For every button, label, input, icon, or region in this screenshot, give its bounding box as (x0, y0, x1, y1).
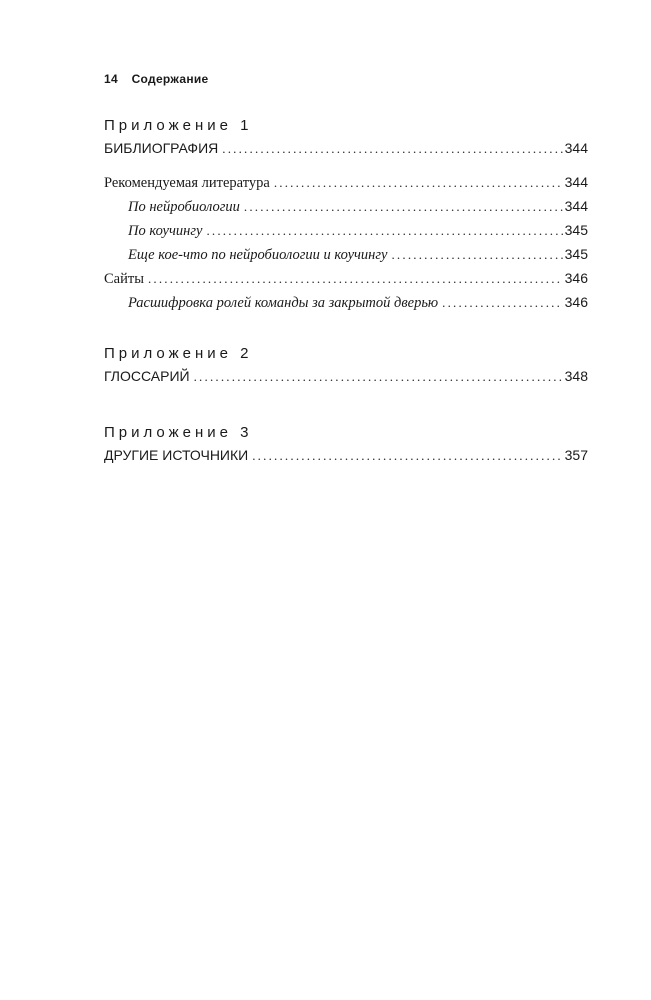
toc-entry-title: По нейробиологии (128, 199, 240, 215)
toc-entry-title: Еще кое-что по нейробиологии и коучингу (128, 247, 388, 263)
dot-leader (244, 195, 563, 219)
toc-entry-page: 344 (564, 198, 588, 214)
toc-entry-title: ГЛОССАРИЙ (104, 368, 190, 384)
table-of-contents (104, 116, 588, 467)
appendix-3 (104, 423, 588, 467)
dot-leader (148, 267, 563, 291)
appendix-2 (104, 344, 588, 388)
toc-entry-page: 345 (564, 222, 588, 238)
toc-entry-coaching[interactable] (104, 218, 588, 242)
dot-leader (442, 291, 563, 315)
toc-entry-more-neurobiology-coaching[interactable] (104, 242, 588, 266)
dot-leader (194, 365, 563, 389)
dot-leader (391, 243, 562, 267)
dot-leader (274, 171, 563, 195)
appendix-2-label: Приложение 2 (104, 345, 253, 362)
toc-entry-title: Сайты (104, 271, 144, 287)
toc-entry-neurobiology[interactable] (104, 194, 588, 218)
toc-entry-page: 344 (564, 140, 588, 156)
toc-entry-glossary[interactable] (104, 364, 588, 388)
toc-entry-page: 344 (564, 174, 588, 190)
appendix-3-label: Приложение 3 (104, 424, 253, 441)
toc-entry-title: Рекомендуемая литература (104, 175, 270, 191)
toc-entry-page: 357 (564, 447, 588, 463)
toc-entry-title: Расшифровка ролей команды за закрытой дверью (128, 295, 439, 311)
toc-entry-page: 346 (564, 270, 588, 286)
toc-entry-other-sources[interactable] (104, 443, 588, 467)
dot-leader (222, 137, 562, 161)
toc-entry-title: БИБЛИОГРАФИЯ (104, 140, 219, 156)
dot-leader (206, 219, 562, 243)
toc-entry-page: 345 (564, 246, 588, 262)
toc-entry-recommended-literature[interactable] (104, 170, 588, 194)
toc-entry-title: По коучингу (128, 223, 203, 239)
appendix-1 (104, 116, 588, 314)
toc-entry-team-roles-transcript[interactable] (104, 290, 588, 314)
toc-entry-bibliography[interactable] (104, 136, 588, 160)
running-head-title: Содержание (131, 72, 209, 86)
running-head (104, 72, 209, 86)
toc-entry-page: 348 (564, 368, 588, 384)
page-number: 14 (104, 72, 118, 86)
toc-entry-page: 346 (564, 294, 588, 310)
toc-entry-title: ДРУГИЕ ИСТОЧНИКИ (104, 447, 249, 463)
dot-leader (252, 444, 562, 468)
toc-entry-websites[interactable] (104, 266, 588, 290)
appendix-1-label: Приложение 1 (104, 117, 253, 134)
